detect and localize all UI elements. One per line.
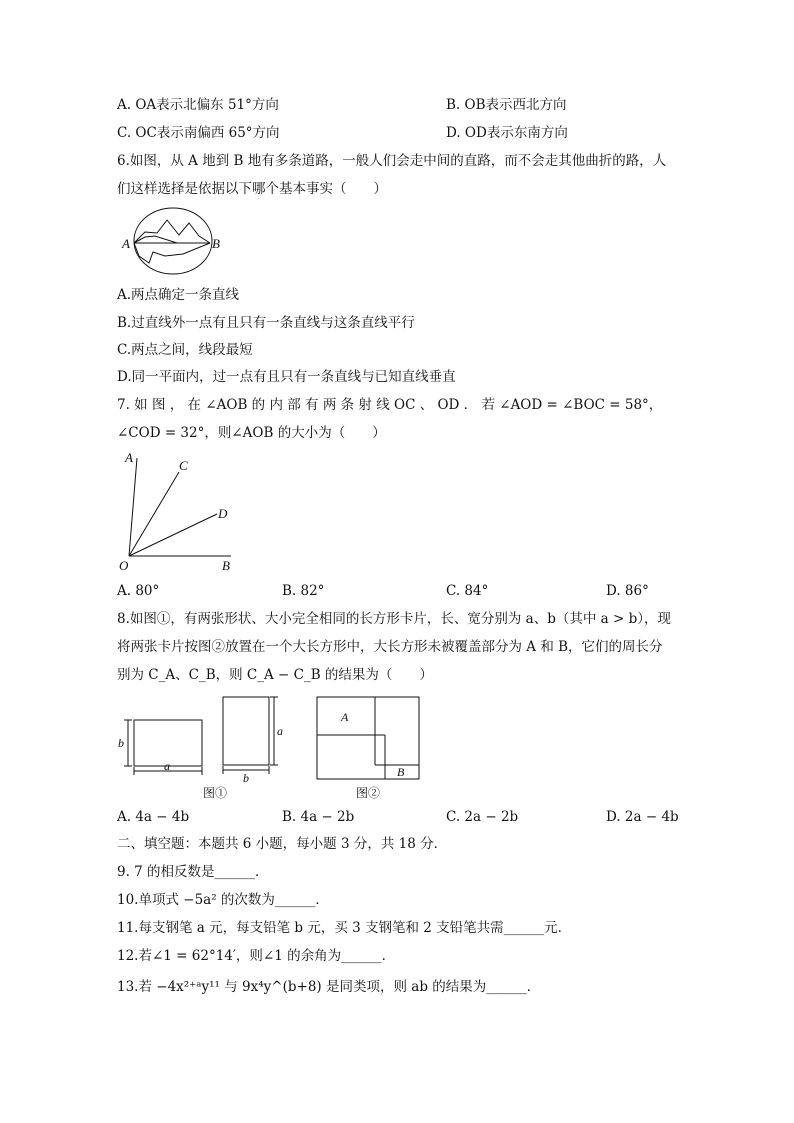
q13-text: 13.若 −4x²⁺ᵃy¹¹ 与 9x⁴y^(b+8) 是同类项，则 ab 的结果为______． [117,979,541,995]
q7-stem-line2: ∠COD = 32°，则∠AOB 的大小为（ ） [117,425,386,441]
q7-ray-oa [129,458,137,556]
q9-text: 9. 7 的相反数是______． [117,864,269,880]
q7-option-d: D. 86° [606,583,649,599]
q8-stem-line2: 将两张卡片按图②放置在一个大长方形中，大长方形未被覆盖部分为 A 和 B，它们的周长分 [117,639,663,655]
q8-option-c: C. 2a − 2b [446,809,519,825]
q7-stem-line1: 7. 如 图 ， 在 ∠AOB 的 内 部 有 两 条 射 线 OC 、 OD ． 若 ∠AOD = ∠BOC = 58°， [117,397,663,413]
q8-region-b-label: B [397,765,405,779]
q5-option-b: B. OB表示西北方向 [446,97,567,113]
q8-caption-1: 图① [203,786,228,800]
q8-fig1-label-b-vertical: b [243,771,249,785]
q6-option-d: D.同一平面内，过一点有且只有一条直线与已知直线垂直 [117,369,456,385]
q8-figure-2 [315,695,425,785]
q6-circle [134,208,212,274]
q7-label-o: O [119,558,129,573]
q6-stem-line2: 们这样选择是依据以下哪个基本事实（ ） [117,181,387,197]
q5-option-d: D. OD表示东南方向 [446,125,568,141]
q6-option-b: B.过直线外一点有且只有一条直线与这条直线平行 [117,315,415,331]
q8-fig1-label-b: b [118,736,124,750]
q7-label-a: A [125,450,133,465]
q11-text: 11.每支钢笔 a 元，每支铅笔 b 元，买 3 支钢笔和 2 支铅笔共需______元． [117,920,572,936]
q8-option-b: B. 4a − 2b [282,809,355,825]
q8-option-a: A. 4a − 4b [117,809,190,825]
q8-stem-line3: 别为 C_A、C_B，则 C_A − C_B 的结果为（ ） [117,667,433,683]
q5-option-a: A. OA表示北偏东 51°方向 [117,97,279,113]
q7-ray-oc [129,472,179,556]
q6-stem-line1: 6.如图，从 A 地到 B 地有多条道路，一般人们会走中间的直路，而不会走其他曲折的路，人 [117,153,667,169]
q8-region-a-label: A [341,710,349,724]
q8-fig1-label-a: a [164,759,170,773]
q7-label-d: D [218,506,228,521]
q8-card-vertical [223,697,269,765]
q8-stem-line1: 8.如图①，有两张形状、大小完全相同的长方形卡片，长、宽分别为 a、b（其中 a > b），现 [117,611,671,627]
q7-ray-od [129,514,217,556]
q8-option-d: D. 2a − 4b [606,809,679,825]
q6-bottom-road [134,243,210,263]
q6-label-b: B [212,236,220,251]
q8-fig1-label-a-vertical: a [277,724,283,738]
q6-option-a: A.两点确定一条直线 [117,287,240,303]
q5-option-c: C. OC表示南偏西 65°方向 [117,125,280,141]
q10-text: 10.单项式 −5a² 的次数为______． [117,892,329,908]
q6-figure [117,206,227,276]
q6-option-c: C.两点之间，线段最短 [117,342,253,358]
q7-figure [117,450,242,575]
q12-text: 12.若∠1 = 62°14′，则∠1 的余角为______． [117,948,396,964]
q6-lower-road [134,236,210,243]
q6-upper-road [134,220,210,243]
q8-caption-2: 图② [356,786,381,800]
q7-option-a: A. 80° [117,583,160,599]
q7-option-b: B. 82° [282,583,325,599]
q7-label-c: C [179,458,188,473]
q7-option-c: C. 84° [446,583,489,599]
section-2-heading: 二、填空题：本题共 6 小题，每小题 3 分，共 18 分． [117,836,448,852]
q6-label-a: A [122,236,130,251]
q7-label-b: B [222,558,230,573]
